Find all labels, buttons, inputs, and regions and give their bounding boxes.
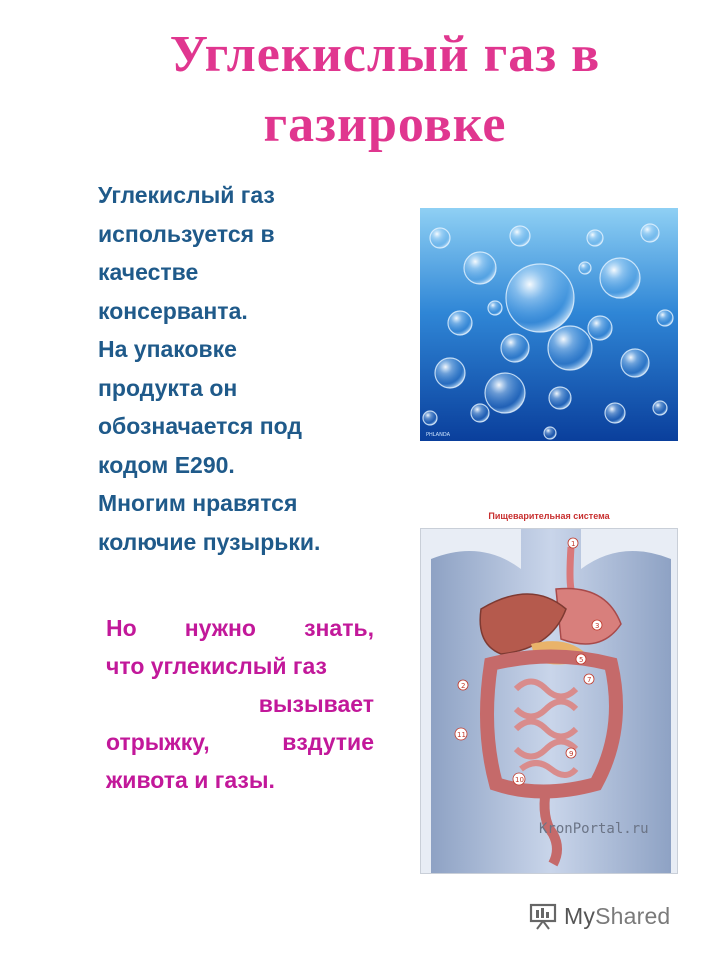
body-line: качестве — [98, 259, 199, 285]
organ-label: 2 — [461, 682, 466, 690]
watermark-text-shared: Shared — [595, 902, 671, 929]
body-line: На упаковке — [98, 336, 237, 362]
watermark-text-my: My — [564, 902, 596, 929]
slide-title-line-2: газировке — [263, 96, 507, 153]
warning-line-5: живота и газы. — [106, 767, 275, 793]
body-line: обозначается под — [98, 413, 302, 439]
body-line: Углекислый газ — [98, 182, 275, 208]
slide-title — [0, 22, 720, 158]
organ-label: 1 — [571, 540, 576, 548]
warning-word: Но — [106, 615, 137, 641]
watermark-text — [564, 903, 670, 930]
digestive-title: Пищеварительная система — [488, 511, 610, 521]
warning-line-4 — [106, 723, 374, 761]
organ-label: 7 — [587, 676, 592, 684]
organ-label: 9 — [569, 750, 574, 758]
body-line: колючие пузырьки. — [98, 528, 321, 555]
warning-line-1 — [106, 609, 374, 647]
organ-label: 3 — [595, 622, 600, 630]
body-line: продукта он — [98, 374, 238, 401]
slide-title-line-1: Углекислый газ в — [169, 26, 601, 83]
myshared-watermark — [528, 896, 698, 936]
organ-label: 11 — [457, 731, 466, 739]
bubbles-image — [420, 208, 678, 441]
organ-label: 10 — [515, 776, 524, 784]
body-line: используется в — [98, 220, 275, 247]
warning-line-2: что углекислый газ — [106, 653, 327, 679]
organ-label: 5 — [579, 656, 584, 664]
warning-word: отрыжку, — [106, 729, 210, 755]
presentation-board-icon — [528, 901, 558, 931]
bubbles-credit: PHLANDA — [426, 432, 451, 438]
body-text — [98, 176, 398, 561]
digestive-credit: KronPortal.ru — [539, 821, 649, 837]
warning-text — [106, 609, 374, 799]
digestive-image — [420, 528, 678, 874]
warning-line-3: вызывает — [258, 691, 374, 717]
warning-word: нужно — [184, 615, 256, 641]
warning-word: вздутие — [282, 729, 374, 755]
warning-word: знать, — [304, 615, 374, 641]
body-line: Многим нравятся — [98, 490, 298, 516]
body-line: консерванта. — [98, 297, 248, 324]
body-line: кодом Е290. — [98, 451, 235, 478]
